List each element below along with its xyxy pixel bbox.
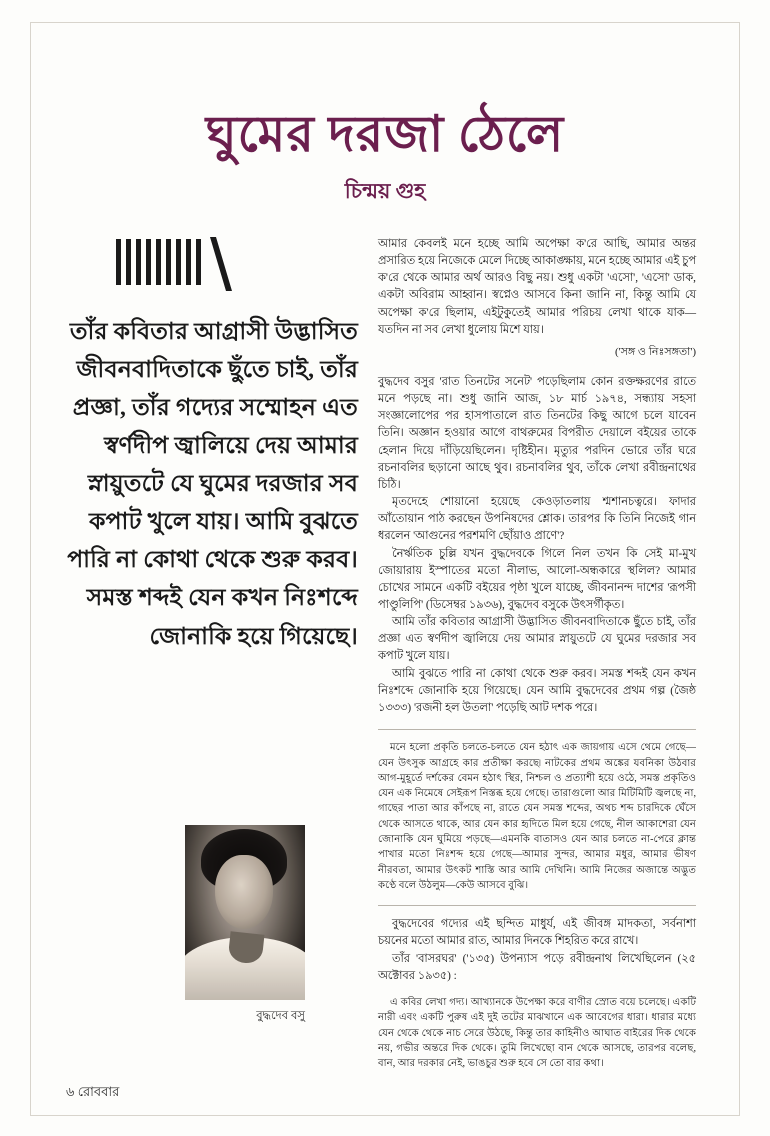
divider xyxy=(378,729,696,730)
author-byline: চিন্ময় গুহ xyxy=(344,179,426,203)
excerpt-block: মনে হলো প্রকৃতি চলতে-চলতে যেন হঠাৎ এক জায়গায় এসে থেমে গেছে—যেন উৎসুক আগ্রহে কার প্রতীক্ষা করছে৷ নাটকের প্রথম অঙ্কের যবনিকা উঠবার আগ-মুহূর্তে দর্শকের বেমন হঠাৎ স্থির, নিশ্চল ও প্রত্যাশী হয়ে ওঠে, সমস্ত প্রকৃতিও যেন এক নিমেষে সেইরূপ নিস্তব্ধ হয়ে গেছে। তারাগুলো আর মিটিমিটি জ্বলছে না, গাছের পাতা আর কাঁপছে না, রাতে যেন সমস্ত শব্দের, অথচ শব্দ চারদিকে ঘেঁসে থেকে আসতে থাকে, আর যেন কার হৃদিতে মিল হয়ে গেছে, নীল আকাশেরা যেন জোনাকি যেন ঘুমিয়ে পড়ছে—এমনকি বাতাসও যেন আর চলতে না-পেরে ক্লান্ত পাখার মতো নিঃশব্দ হয়ে গেছে—আমার সুন্দর, আমার মধুর, আমার ভীষণ নীরবতা, আমার উৎকট শাস্তি আর আমি দেখিনি। আমি নিজের অজান্তে অদ্ভুত কণ্ঠে বলে উঠলুম—কেউ আসবে বুঝি। xyxy=(378,742,696,891)
avatar xyxy=(185,825,305,1000)
source-attribution: ('সঙ্গ ও নিঃসঙ্গতা') xyxy=(614,345,696,358)
body-paragraph: নৈর্ঋতিক চুল্লি যখন বুদ্ধদেবকে গিলে নিল তখন কি সেই মা-মুখ জোয়ারায় ইস্পাতের মতো নীলাভ, আলো-অন্ধকারে স্থলিল? আমার চোখের সামনে একটি বইয়ের পৃষ্ঠা খুলে যাচ্ছে, জীবনানন্দ দাশের 'রূপসী পাণ্ডুলিপি' (ডিসেম্বর ১৯৩৬), বুদ্ধদেব বসুকে উৎসর্গীকৃত। xyxy=(378,547,696,611)
tally-strokes-icon xyxy=(114,235,358,297)
page-folio: ৬ রোববার xyxy=(66,1084,120,1099)
pullquote: তাঁর কবিতার আগ্রাসী উদ্ভাসিত জীবনবাদিতাকে ছুঁতে চাই, তাঁর প্রজ্ঞা, তাঁর গদ্যের সম্মোহন এত স্বর্ণদীপ জ্বালিয়ে দেয় আমার স্নায়ুতটে যে ঘুমের দরজার সব কপাট খুলে যায়। আমি বুঝতে পারি না কোথা থেকে শুরু করব। সমস্ত শব্দই যেন কখন নিঃশব্দে জোনাকি হয়ে গিয়েছে। xyxy=(67,319,358,650)
quoted-letter: এ কবির লেখা গদ্য। আখ্যানকে উপেক্ষা করে বাণীর স্রোত বয়ে চলেছে। একটি নারী এবং একটি পুরুষ এই দুই তটের মাঝখানে এক আবেগের ধারা। ধারার মধ্যে যেন থেকে থেকে নাচ সেরে উঠছে, কিন্তু তার কাহিনীও আঘাত বাইরের দিক থেকে নয়, গভীর অন্তরে দিক থেকে। তুমি লিখেছো বান থেকে আসছে, তারপর বলেছ, বান, আর দরকার নেই, ভাঙচুর শুরু হবে সে তো বার কথা। xyxy=(378,997,696,1070)
body-paragraph: আমার কেবলই মনে হচ্ছে আমি অপেক্ষা ক'রে আছি, আমার অন্তর প্রসারিত হয়ে নিজেকে মেলে দিচ্ছে আকাঙ্ক্ষায়, মনে হচ্ছে আমার এই চুপ ক'রে থেকে আমার অর্থ আরও বিছু নয়। শুধু একটা 'এসো', 'এসো' ডাক, একটা অবিরাম আহ্বান। স্বপ্নেও আসবে কিনা জানি না, কিন্তু আমি যে অপেক্ষা ক'রে ছিলাম, এইটুকুতেই আমার পরিচয় লেখা থাকে যাক—যতদিন না সব লেখা ধুলোয় মিশে যায়। xyxy=(378,238,696,336)
photo-caption: বুদ্ধদেব বসু xyxy=(256,1010,305,1022)
body-paragraph: বুদ্ধদেব বসুর 'রাত তিনটের সনেট' পড়েছিলাম কোন রক্তক্ষরণের রাতে মনে পড়ছে না। শুধু জানি আজ, ১৮ মার্চ ১৯৭৪, সন্ধ্যায় সহসা সংজ্ঞালোপের পর হাসপাতালে রাত তিনটের কিছু আগে চলে যাবেন তিনি। অজ্ঞান হওয়ার আগে বাথরুমের বিপরীত দেয়ালে বইয়ের তাকে হেলান দিয়ে দাঁড়িয়েছিলেন। দৃষ্টিহীন। মৃত্যুর পরদিন ভোরে তাঁর ঘরে রচনাবলির ছড়ানো আছে থুব। রচনাবলির থুব, তাঁকে লেখা রবীন্দ্রনাথের চিঠি। xyxy=(378,375,696,491)
divider xyxy=(378,905,696,906)
right-column xyxy=(378,236,696,1082)
body-paragraph: তাঁর 'বাসরঘর' ('১৩৫) উপন্যাস পড়ে রবীন্দ্রনাথ লিখেছিলেন (২৫ অক্টোবর ১৯৩৫) : xyxy=(378,952,696,982)
body-paragraph: আমি তাঁর কবিতার আগ্রাসী উদ্ভাসিত জীবনবাদিতাকে ছুঁতে চাই, তাঁর প্রজ্ঞা এত স্বর্ণদীপ জ্বালিয়ে দেয় আমার স্নায়ুতটে যে ঘুমের দরজার সব কপাট খুলে যায়। xyxy=(378,616,696,663)
body-paragraph: মৃতদেহে শোয়ানো হয়েছে কেওড়াতলায় শ্মশানচত্বরে। ফাদার আঁতোয়ান পাঠ করছেন উপনিষদের শ্লোক। তারপর কি তিনি নিজেই গান ধরলেন 'আগুনের পরশমণি ছোঁয়াও প্রাণে'? xyxy=(378,496,696,543)
body-paragraph: আমি বুঝতে পারি না কোথা থেকে শুরু করব। সমস্ত শব্দই যেন কখন নিঃশব্দে জোনাকি হয়ে গিয়েছে। যেন আমি বুদ্ধদেবের প্রথম গল্প (জৈষ্ঠ ১৩৩৩) 'রজনী হল উতলা' পড়েছি আট দশক পরে। xyxy=(378,667,696,714)
page-title: ঘুমের দরজা ঠেলে xyxy=(205,105,565,162)
author-photo-block xyxy=(185,825,305,1026)
left-column xyxy=(58,235,358,656)
body-paragraph: বুদ্ধদেবের গদ্যের এই ছন্দিত মাধুর্য, এই জীবঙ্গ মাদকতা, সর্বনাশা চয়নের মতো আমার রাত, আমার দিনকে শিহরিত করে রাখে। xyxy=(378,918,696,948)
